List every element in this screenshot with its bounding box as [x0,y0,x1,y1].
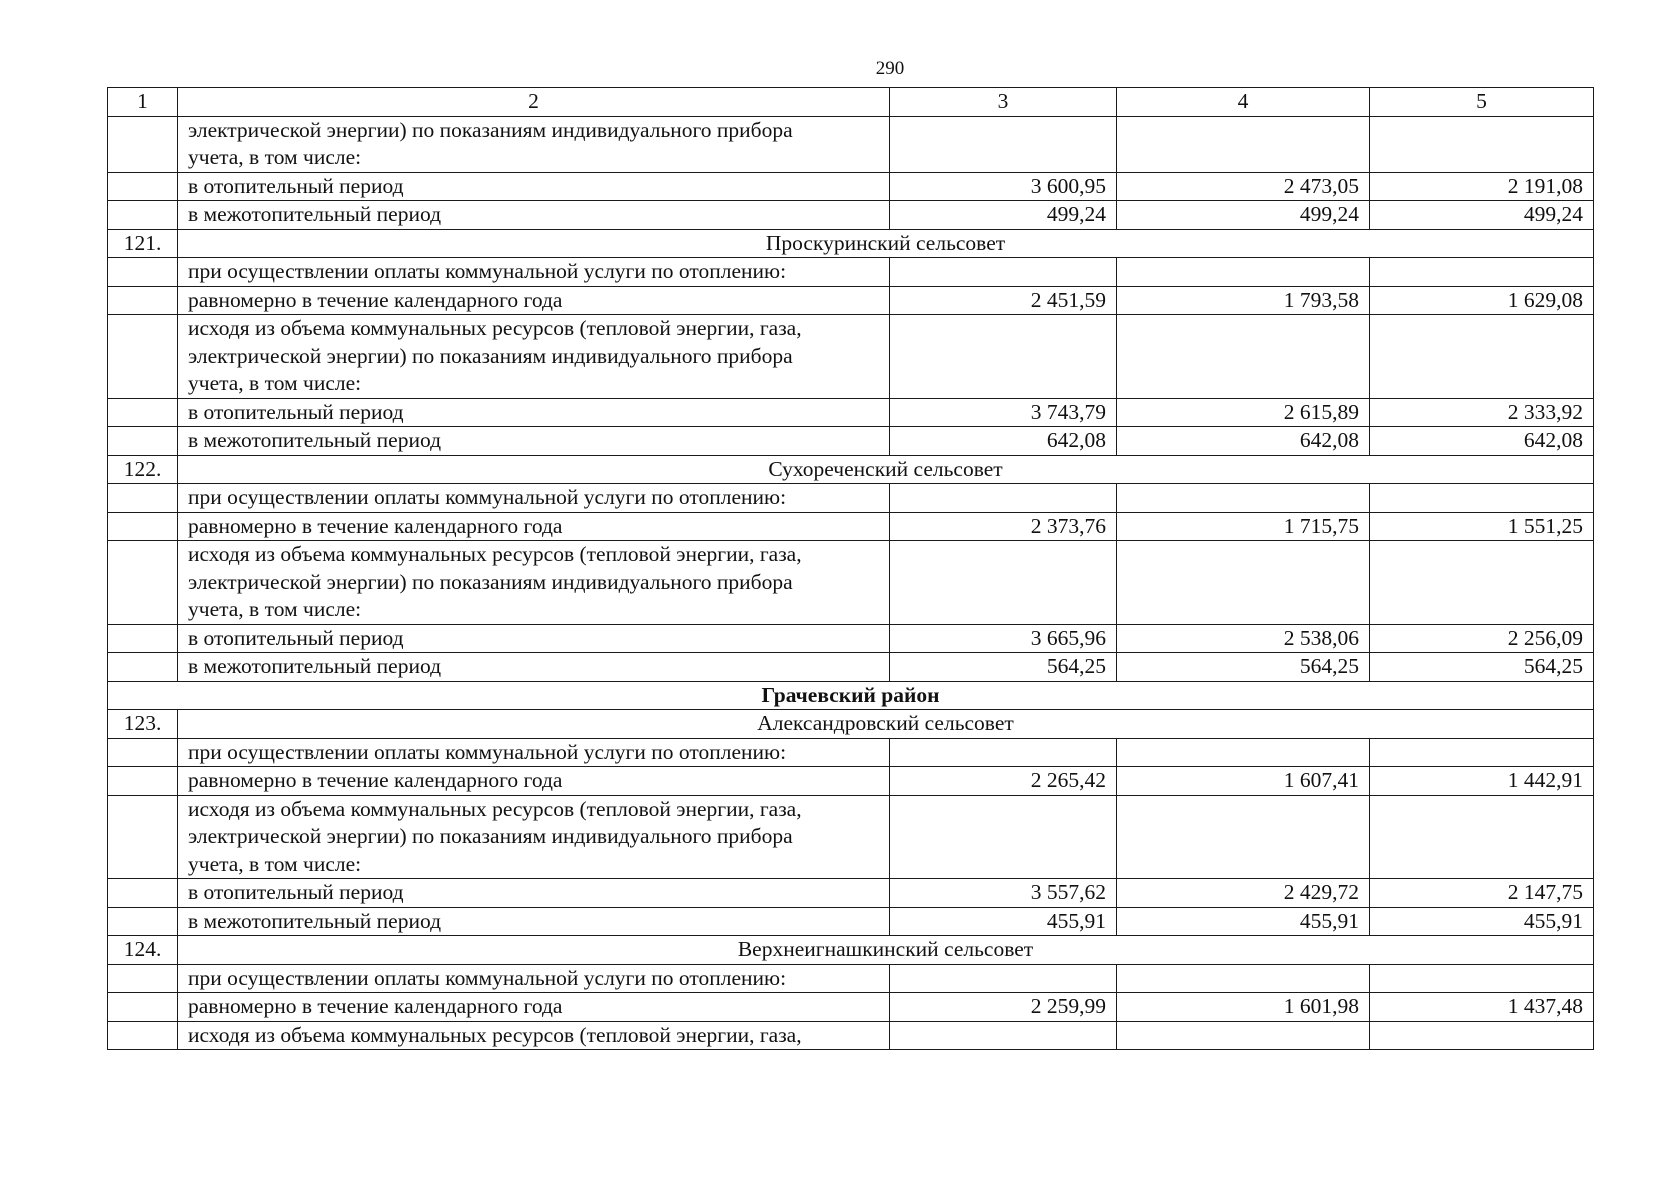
value-row [108,879,1594,908]
value-cell-4 [1117,315,1370,399]
page-number: 290 [875,58,905,79]
value-cell-4: 2 473,05 [1117,172,1370,201]
value-cell-4 [1117,1021,1370,1050]
value-cell-4: 2 429,72 [1117,879,1370,908]
label-line: исходя из объема коммунальных ресурсов (тепловой энергии, газа, [188,796,802,821]
value-cell-4: 499,24 [1117,201,1370,230]
section-row [108,455,1594,484]
value-row [108,201,1594,230]
value-cell-5: 2 191,08 [1370,172,1594,201]
section-number-cell: 124. [108,936,178,965]
row-label-cell [178,1021,890,1050]
row-number-cell [108,427,178,456]
value-cell-5 [1370,116,1594,172]
row-number-cell [108,624,178,653]
value-row [108,398,1594,427]
value-cell-5: 2 147,75 [1370,879,1594,908]
row-number-cell [108,258,178,287]
label-line: учета, в том числе: [188,371,362,395]
row-label-cell: в отопительный период [178,398,890,427]
row-label-cell: в отопительный период [178,624,890,653]
row-number-cell [108,653,178,682]
value-row [108,427,1594,456]
value-cell-3: 642,08 [890,427,1117,456]
value-cell-3 [890,738,1117,767]
row-number-cell [108,993,178,1022]
value-cell-5 [1370,738,1594,767]
value-cell-3: 455,91 [890,907,1117,936]
row-label-cell: равномерно в течение календарного года [178,993,890,1022]
value-cell-5: 2 333,92 [1370,398,1594,427]
label-line: электрической энергии) по показаниям индивидуального прибора [188,117,793,142]
value-cell-4: 2 538,06 [1117,624,1370,653]
row-label-cell: в отопительный период [178,172,890,201]
description-row [108,258,1594,287]
row-number-cell [108,738,178,767]
value-cell-4 [1117,258,1370,287]
value-cell-4 [1117,484,1370,513]
row-number-cell [108,201,178,230]
label-line: учета, в том числе: [188,145,362,169]
label-line: исходя из объема коммунальных ресурсов (тепловой энергии, газа, [188,542,802,566]
section-row [108,710,1594,739]
value-cell-3: 564,25 [890,653,1117,682]
value-cell-3: 499,24 [890,201,1117,230]
label-line: при осуществлении оплаты коммунальной услуги по отоплению: [188,965,787,990]
description-row [108,116,1594,172]
value-cell-5 [1370,484,1594,513]
value-cell-3: 2 373,76 [890,512,1117,541]
value-cell-3: 2 451,59 [890,286,1117,315]
value-cell-3: 3 665,96 [890,624,1117,653]
value-cell-4 [1117,795,1370,879]
description-row [108,541,1594,625]
value-cell-4: 564,25 [1117,653,1370,682]
value-cell-4: 1 793,58 [1117,286,1370,315]
value-cell-5 [1370,795,1594,879]
row-label-cell [178,315,890,399]
value-cell-5: 2 256,09 [1370,624,1594,653]
value-cell-4: 1 601,98 [1117,993,1370,1022]
value-row [108,767,1594,796]
value-cell-4 [1117,541,1370,625]
value-cell-5: 642,08 [1370,427,1594,456]
row-number-cell [108,286,178,315]
section-number-cell: 123. [108,710,178,739]
description-row [108,738,1594,767]
row-number-cell [108,1021,178,1050]
label-line: электрической энергии) по показаниям индивидуального прибора [188,569,793,594]
row-number-cell [108,767,178,796]
row-number-cell [108,315,178,399]
value-cell-4 [1117,738,1370,767]
row-label-cell: равномерно в течение календарного года [178,286,890,315]
district-row [108,681,1594,710]
value-cell-5: 1 629,08 [1370,286,1594,315]
label-line: учета, в том числе: [188,851,362,876]
row-label-cell [178,258,890,287]
value-cell-5 [1370,258,1594,287]
section-title-cell: Александровский сельсовет [178,710,1594,739]
value-cell-3 [890,315,1117,399]
row-number-cell [108,512,178,541]
value-cell-4 [1117,116,1370,172]
value-cell-3: 3 600,95 [890,172,1117,201]
label-line: учета, в том числе: [188,597,362,621]
description-row [108,795,1594,879]
description-row [108,484,1594,513]
value-cell-4: 642,08 [1117,427,1370,456]
value-cell-3 [890,484,1117,513]
value-cell-5 [1370,1021,1594,1050]
column-numbers-row [108,88,1594,117]
column-number-3: 3 [890,88,1117,117]
section-number-cell: 122. [108,455,178,484]
label-line: при осуществлении оплаты коммунальной услуги по отоплению: [188,259,787,283]
tariff-table [107,87,1594,1050]
column-number-5: 5 [1370,88,1594,117]
section-row [108,229,1594,258]
row-number-cell [108,116,178,172]
value-cell-5: 1 442,91 [1370,767,1594,796]
column-number-4: 4 [1117,88,1370,117]
row-number-cell [108,541,178,625]
value-cell-3: 2 265,42 [890,767,1117,796]
value-cell-5: 564,25 [1370,653,1594,682]
value-cell-4 [1117,964,1370,993]
label-line: исходя из объема коммунальных ресурсов (тепловой энергии, газа, [188,316,802,340]
value-cell-5: 499,24 [1370,201,1594,230]
row-number-cell [108,964,178,993]
section-title-cell: Верхнеигнашкинский сельсовет [178,936,1594,965]
row-number-cell [108,795,178,879]
value-cell-3 [890,1021,1117,1050]
section-row [108,936,1594,965]
label-line: исходя из объема коммунальных ресурсов (тепловой энергии, газа, [188,1022,802,1047]
value-cell-5 [1370,964,1594,993]
value-row [108,993,1594,1022]
row-label-cell [178,795,890,879]
section-title-cell: Сухореченский сельсовет [178,455,1594,484]
value-cell-3 [890,964,1117,993]
row-number-cell [108,879,178,908]
value-cell-3: 2 259,99 [890,993,1117,1022]
row-label-cell [178,116,890,172]
row-label-cell: равномерно в течение календарного года [178,767,890,796]
row-label-cell [178,738,890,767]
value-cell-5 [1370,541,1594,625]
row-number-cell [108,484,178,513]
row-label-cell: в межотопительный период [178,201,890,230]
value-row [108,512,1594,541]
value-row [108,286,1594,315]
value-cell-3: 3 743,79 [890,398,1117,427]
value-cell-4: 1 607,41 [1117,767,1370,796]
row-number-cell [108,398,178,427]
value-row [108,172,1594,201]
column-number-2: 2 [178,88,890,117]
value-cell-5 [1370,315,1594,399]
row-label-cell [178,541,890,625]
value-row [108,624,1594,653]
value-cell-3 [890,116,1117,172]
value-cell-5: 1 437,48 [1370,993,1594,1022]
section-number-cell: 121. [108,229,178,258]
row-number-cell [108,172,178,201]
value-cell-5: 1 551,25 [1370,512,1594,541]
row-label-cell: равномерно в течение календарного года [178,512,890,541]
section-title-cell: Проскуринский сельсовет [178,229,1594,258]
row-label-cell: в межотопительный период [178,907,890,936]
value-row [108,653,1594,682]
value-cell-3: 3 557,62 [890,879,1117,908]
row-label-cell: в межотопительный период [178,653,890,682]
value-cell-3 [890,795,1117,879]
value-cell-5: 455,91 [1370,907,1594,936]
label-line: электрической энергии) по показаниям индивидуального прибора [188,824,793,848]
table-body [108,116,1594,1050]
value-cell-4: 2 615,89 [1117,398,1370,427]
label-line: при осуществлении оплаты коммунальной услуги по отоплению: [188,485,787,509]
value-cell-3 [890,541,1117,625]
value-cell-4: 455,91 [1117,907,1370,936]
description-row [108,964,1594,993]
label-line: электрической энергии) по показаниям индивидуального прибора [188,343,793,368]
value-row [108,907,1594,936]
label-line: при осуществлении оплаты коммунальной услуги по отоплению: [188,739,787,764]
district-title-cell: Грачевский район [108,681,1594,710]
row-label-cell: в отопительный период [178,879,890,908]
value-cell-4: 1 715,75 [1117,512,1370,541]
row-label-cell [178,484,890,513]
row-number-cell [108,907,178,936]
description-row [108,1021,1594,1050]
value-cell-3 [890,258,1117,287]
column-number-1: 1 [108,88,178,117]
row-label-cell [178,964,890,993]
description-row [108,315,1594,399]
row-label-cell: в межотопительный период [178,427,890,456]
